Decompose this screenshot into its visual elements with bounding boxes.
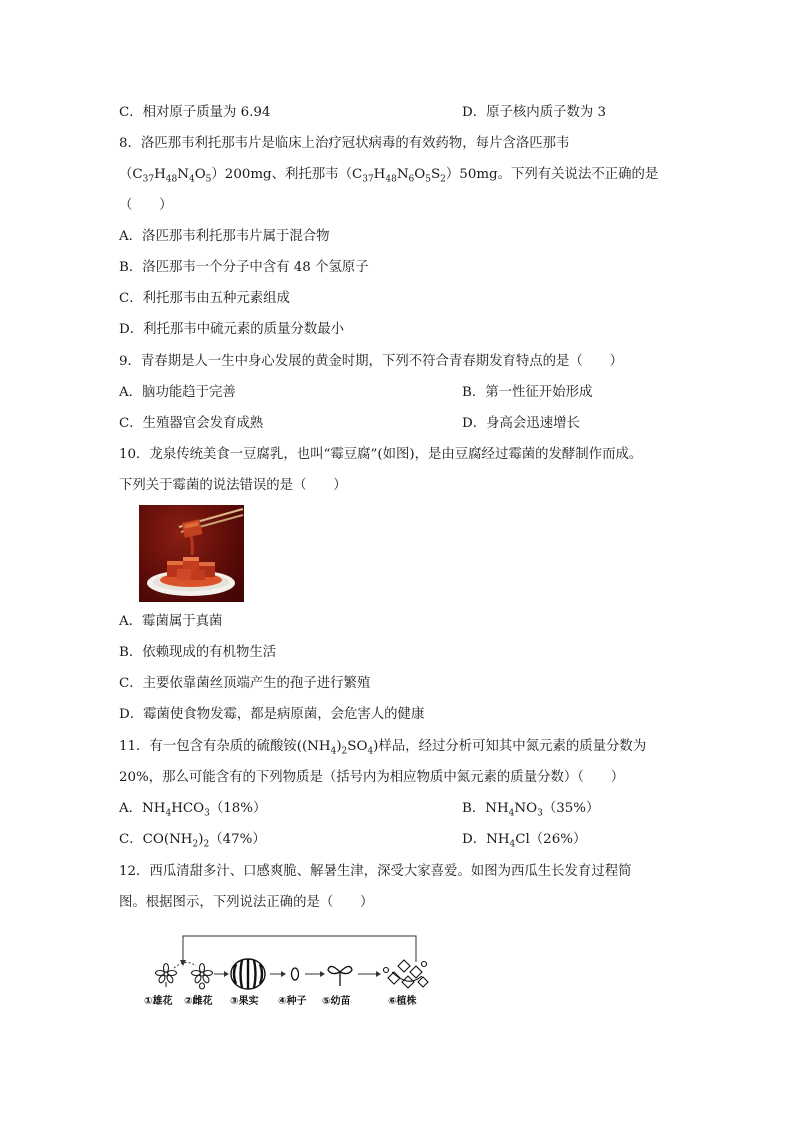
q9-option-b: B．第一性征开始形成 bbox=[462, 385, 593, 400]
q8-option-d: D．利托那韦中硫元素的质量分数最小 bbox=[119, 322, 344, 337]
watermelon-fruit-icon bbox=[231, 959, 265, 989]
q7-option-d: D．原子核内质子数为 3 bbox=[462, 105, 607, 120]
q8-option-c: C．利托那韦由五种元素组成 bbox=[119, 291, 290, 306]
q11-option-b: B．$NH_4NO_3(35\%)$ bbox=[462, 801, 600, 819]
q10-stem-line2: 下列关于霉菌的说法错误的是（ ） bbox=[119, 478, 347, 493]
q8-answer-paren: （ ） bbox=[119, 198, 173, 213]
q11-option-a: A．$NH_4HCO_3(18\%)$ bbox=[119, 801, 267, 819]
q10-option-c: C．主要依靠菌丝顶端产生的孢子进行繁殖 bbox=[119, 676, 371, 691]
q12-stem-line2: 图。根据图示，下列说法正确的是（ ） bbox=[119, 895, 374, 910]
q11-stem-line1: 11．有一包含有杂质的硫酸铵$((NH_4)_2SO_4)$样品，经过分析可知其中氮元素的质量分数为 bbox=[119, 739, 647, 757]
label-fruit: ③果实 bbox=[230, 996, 259, 1007]
label-seed: ④种子 bbox=[278, 996, 307, 1007]
q11-option-d: D．$NH_4Cl(26\%)$ bbox=[462, 832, 587, 850]
label-plant: ⑥植株 bbox=[388, 996, 417, 1007]
q10-option-d: D．霉菌使食物发霉，都是病原菌，会危害人的健康 bbox=[119, 707, 425, 722]
q8-option-b: B．洛匹那韦一个分子中含有 48 个氢原子 bbox=[119, 260, 369, 275]
q9-stem: 9．青春期是人一生中身心发展的黄金时期，下列不符合青春期发育特点的是（ ） bbox=[119, 354, 623, 369]
q10-option-b: B．依赖现成的有机物生活 bbox=[119, 645, 277, 660]
plant-icon bbox=[384, 960, 429, 988]
male-flower-icon bbox=[156, 964, 177, 988]
q12-stem-line1: 12．西瓜清甜多汁、口感爽脆、解暑生津，深受大家喜爱。如图为西瓜生长发育过程简 bbox=[119, 864, 632, 879]
q9-option-d: D．身高会迅速增长 bbox=[462, 416, 580, 431]
q9-option-a: A．脑功能趋于完善 bbox=[119, 385, 236, 400]
label-seedling: ⑤幼苗 bbox=[322, 996, 351, 1007]
q10-stem-line1: 10．龙泉传统美食一豆腐乳，也叫“霉豆腐”(如图)，是由豆腐经过霉菌的发酵制作而成。 bbox=[119, 447, 643, 462]
q11-option-c: C．$CO(NH_2)_2(47\%)$ bbox=[119, 832, 266, 850]
label-male-flower: ①雄花 bbox=[144, 996, 173, 1007]
seed-icon bbox=[292, 968, 299, 980]
q8-stem-line1: 8．洛匹那韦利托那韦片是临床上治疗冠状病毒的有效药物，每片含洛匹那韦 bbox=[119, 136, 570, 151]
q8-option-a: A．洛匹那韦利托那韦片属于混合物 bbox=[119, 229, 330, 244]
seedling-icon bbox=[328, 966, 352, 986]
q8-stem-line2: $(C_{37}H_{48}N_4O_5)200mg$、利托那韦$(C_{37}H_{48}N_6O_5S_2)50mg$。下列有关说法不正确的是 bbox=[119, 167, 659, 185]
female-flower-icon bbox=[192, 964, 213, 990]
q7-option-c: C．相对原子质量为 6.94 bbox=[119, 105, 271, 120]
fermented-tofu-photo bbox=[139, 505, 244, 602]
watermelon-life-cycle-diagram bbox=[144, 932, 440, 1012]
q10-option-a: A．霉菌属于真菌 bbox=[119, 614, 223, 629]
label-female-flower: ②雌花 bbox=[184, 996, 213, 1007]
q9-option-c: C．生殖器官会发育成熟 bbox=[119, 416, 264, 431]
fermented-tofu-illustration bbox=[139, 505, 244, 602]
q11-stem-line2: 20%，那么可能含有的下列物质是（括号内为相应物质中氮元素的质量分数）（ ） bbox=[119, 770, 625, 785]
